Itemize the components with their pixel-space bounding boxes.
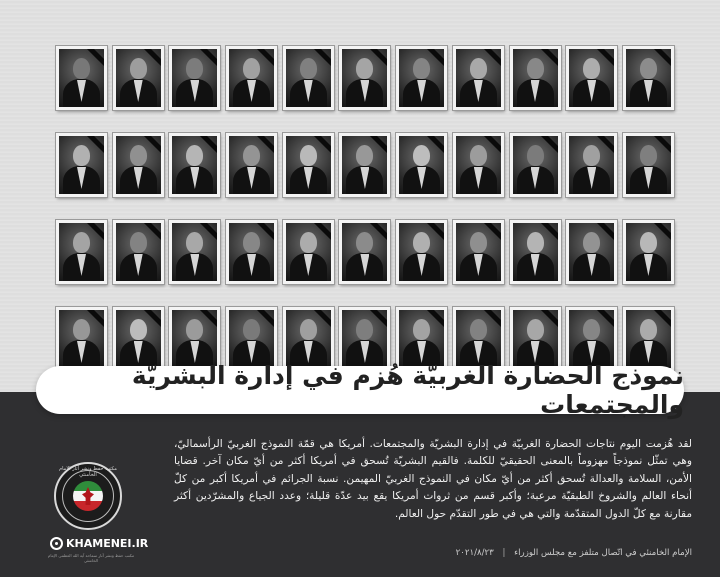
mourning-ribbon-icon [307,46,334,75]
portrait-frame [169,133,220,197]
mourning-ribbon-icon [193,307,220,336]
mourning-ribbon-icon [590,133,617,162]
mourning-ribbon-icon [477,133,504,162]
mourning-ribbon-icon [193,46,220,75]
portrait-frame [226,220,277,284]
mourning-ribbon-icon [420,46,447,75]
portrait-grid [56,46,674,371]
mourning-ribbon-icon [647,307,674,336]
mourning-ribbon-icon [477,46,504,75]
mourning-ribbon-icon [363,307,390,336]
logo-text: KHAMENEI.IR [66,537,149,550]
source-attribution: الإمام الخامنئي في اتّصال متلفز مع مجلس الوزراء [514,548,692,558]
mourning-ribbon-icon [137,220,164,249]
portrait-frame [623,133,674,197]
mourning-ribbon-icon [477,307,504,336]
source-date: ۲۰۲۱/۸/۲۳ [455,548,494,558]
mourning-ribbon-icon [80,307,107,336]
mourning-ribbon-icon [477,220,504,249]
logo-subtitle: مكتب حفظ ونشر آثار سماحة آية الله العظمى الإمام الخامنئي [47,553,135,563]
portrait-frame [396,133,447,197]
portrait-frame [56,220,107,284]
portrait-frame [453,133,504,197]
mourning-ribbon-icon [420,307,447,336]
portrait-frame [566,46,617,110]
portrait-frame [169,46,220,110]
mourning-ribbon-icon [647,133,674,162]
portrait-frame [623,46,674,110]
mourning-ribbon-icon [534,133,561,162]
portrait-frame [339,46,390,110]
mourning-ribbon-icon [137,133,164,162]
portrait-frame [226,133,277,197]
mourning-ribbon-icon [80,133,107,162]
office-seal [54,462,122,530]
mourning-ribbon-icon [193,220,220,249]
mourning-ribbon-icon [137,307,164,336]
mourning-ribbon-icon [420,220,447,249]
portrait-frame [113,220,164,284]
portrait-frame [566,133,617,197]
mourning-ribbon-icon [363,133,390,162]
portrait-frame [510,46,561,110]
portrait-frame [283,220,334,284]
portrait-frame [453,46,504,110]
mourning-ribbon-icon [363,220,390,249]
mourning-ribbon-icon [307,307,334,336]
portrait-frame [510,220,561,284]
mourning-ribbon-icon [534,220,561,249]
portrait-frame [566,220,617,284]
mourning-ribbon-icon [250,307,277,336]
mourning-ribbon-icon [193,133,220,162]
mourning-ribbon-icon [80,46,107,75]
title-banner [36,361,684,419]
portrait-frame [283,133,334,197]
seal-text: مكتب حفظ ونشر آثار الإمام الخامنئي [59,466,117,478]
mourning-ribbon-icon [250,220,277,249]
portrait-frame [623,220,674,284]
mourning-ribbon-icon [307,220,334,249]
portrait-frame [169,220,220,284]
portrait-frame [453,220,504,284]
quote-text: لقد هُزمت اليوم نتاجات الحضارة الغربيّة في إدارة البشريّة والمجتمعات. أمريكا هي قمّة النموذج الغربيّ الرأسماليّ، وهي تمثّل نموذجاً مهزوماً بالمعنى الحقيقيّ للكلمة. فالقيم البشريّة تُسحق في أمريكا أكثر من أيّ مكان آخر. قضايا الأمن، السلامة والعدالة تُسحق أكثر من أيّ مكان في النموذج الغربيّ المهيمن. نسبة الجرائم في أمريكا أكبر من كلّ أنحاء العالم والشروخ الطبقيّة مرعبة؛ وأكبر قسم من ثروات أمريكا يقع بيد عدّة قليلة؛ وعدد الجياع والمشرّدين أكثر مقارنة مع كلّ الدول المتقدّمة والتي هي في طور التقدّم حول العالم. [174,438,692,520]
portrait-frame [396,46,447,110]
page-title: نموذج الحضارة الغربيّة هُزم في إدارة البشريّة والمجتمعات [131,361,684,419]
portrait-frame [339,133,390,197]
mourning-ribbon-icon [647,220,674,249]
mourning-ribbon-icon [363,46,390,75]
portrait-frame [56,46,107,110]
brand-logo[interactable] [50,537,148,550]
mourning-ribbon-icon [590,46,617,75]
portrait-frame [283,46,334,110]
logo-icon [50,537,63,550]
mourning-ribbon-icon [590,220,617,249]
portrait-frame [56,133,107,197]
mourning-ribbon-icon [647,46,674,75]
mourning-ribbon-icon [534,46,561,75]
mourning-ribbon-icon [534,307,561,336]
mourning-ribbon-icon [307,133,334,162]
portrait-frame [113,133,164,197]
source-separator: | [502,548,506,558]
portrait-frame [396,220,447,284]
mourning-ribbon-icon [250,46,277,75]
mourning-ribbon-icon [137,46,164,75]
mourning-ribbon-icon [590,307,617,336]
portrait-frame [510,133,561,197]
portrait-frame [226,46,277,110]
mourning-ribbon-icon [420,133,447,162]
portrait-frame [339,220,390,284]
quote-source [456,548,692,558]
mourning-ribbon-icon [80,220,107,249]
mourning-ribbon-icon [250,133,277,162]
portrait-frame [113,46,164,110]
